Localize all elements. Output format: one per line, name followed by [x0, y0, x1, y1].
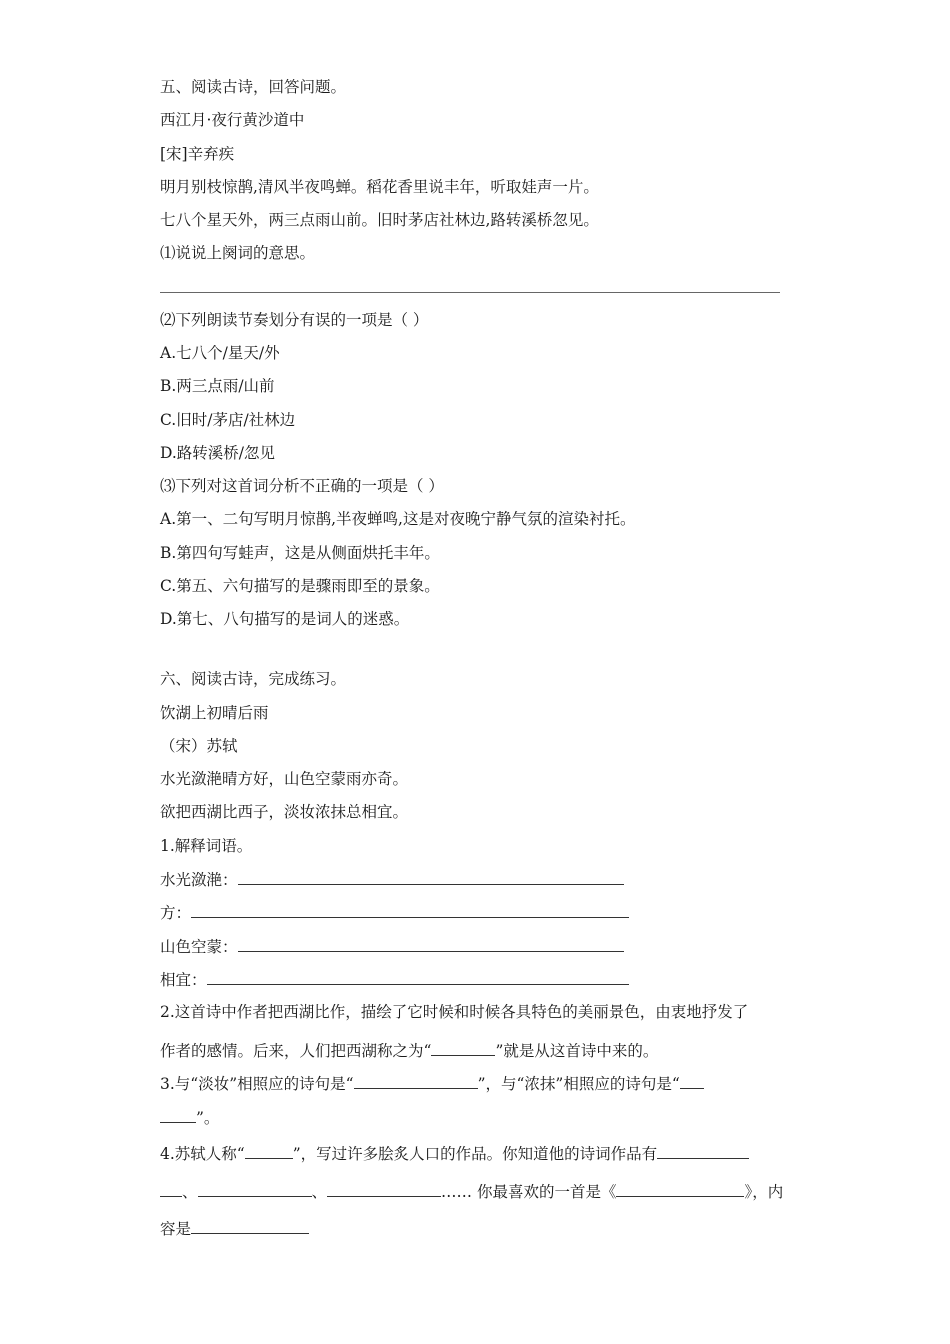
section5-poem-line: 明月别枝惊鹊,清风半夜鸣蝉。稻花香里说丰年，听取娃声一片。 [160, 178, 599, 196]
section6-question-2: 2.这首诗中作者把西湖比作，描绘了它时候和时候各具特色的美丽景色，由衷地抒发了 [160, 1003, 749, 1021]
answer-blank[interactable] [354, 1073, 478, 1089]
section5-question-3: ⑶下列对这首词分析不正确的一项是（ ） [160, 477, 444, 495]
term-row [160, 869, 624, 890]
term-label: 山色空蒙： [160, 938, 238, 956]
section5-poem-title: 西江月·夜行黄沙道中 [160, 111, 305, 129]
term-row [160, 902, 629, 923]
answer-blank[interactable] [207, 969, 629, 985]
section6-question-4: 4.苏轼人称“ ”，写过许多脍炙人口的作品。你知道他的诗词作品有 [160, 1143, 749, 1164]
option-c: C.第五、六句描写的是骤雨即至的景象。 [160, 577, 440, 595]
answer-blank[interactable] [327, 1181, 441, 1197]
section6-poem-title: 饮湖上初晴后雨 [160, 704, 269, 722]
answer-blank[interactable] [431, 1040, 495, 1056]
section5-poem-line: 七八个星天外，两三点雨山前。旧时茅店社林边,路转溪桥忽见。 [160, 211, 599, 229]
answer-blank[interactable] [191, 902, 629, 918]
option-a: A.七八个/星天/外 [160, 344, 280, 362]
section5-question-1: ⑴说说上阕词的意思。 [160, 244, 316, 262]
option-c: C.旧时/茅店/社林边 [160, 411, 296, 429]
option-d: D.路转溪桥/忽见 [160, 444, 276, 462]
term-row [160, 936, 624, 957]
answer-blank[interactable] [238, 869, 624, 885]
section6-question-3-cont: ”。 [160, 1107, 219, 1128]
section6-question-4-cont: 容是 [160, 1218, 309, 1239]
answer-blank[interactable] [191, 1218, 309, 1234]
term-row [160, 969, 629, 990]
section5-poem-author: [宋]辛弃疾 [160, 145, 235, 163]
section5-question-2: ⑵下列朗读节奏划分有误的一项是（ ） [160, 311, 429, 329]
answer-line [160, 292, 780, 293]
section6-question-4-cont: 、 、 …… 你最喜欢的一首是《 》，内 [160, 1181, 783, 1202]
answer-blank[interactable] [198, 1181, 312, 1197]
term-label: 水光潋滟： [160, 871, 238, 889]
section5-heading: 五、阅读古诗，回答问题。 [160, 78, 347, 96]
option-d: D.第七、八句描写的是词人的迷惑。 [160, 610, 410, 628]
answer-blank[interactable] [657, 1143, 749, 1159]
answer-blank[interactable] [680, 1073, 704, 1089]
section6-heading: 六、阅读古诗，完成练习。 [160, 670, 347, 688]
term-label: 相宜： [160, 971, 207, 989]
option-b: B.两三点雨/山前 [160, 377, 275, 395]
section6-poem-author: （宋）苏轼 [160, 737, 238, 755]
section6-poem-line: 欲把西湖比西子，淡妆浓抹总相宜。 [160, 803, 409, 821]
term-label: 方： [160, 904, 192, 922]
answer-blank[interactable] [616, 1181, 744, 1197]
answer-blank[interactable] [245, 1143, 293, 1159]
section6-poem-line: 水光潋滟晴方好，山色空蒙雨亦奇。 [160, 770, 409, 788]
option-b: B.第四句写蛙声，这是从侧面烘托丰年。 [160, 544, 440, 562]
answer-blank[interactable] [238, 936, 624, 952]
option-a: A.第一、二句写明月惊鹊,半夜蝉鸣,这是对夜晚宁静气氛的渲染衬托。 [160, 510, 636, 528]
answer-blank[interactable] [160, 1107, 196, 1123]
answer-blank[interactable] [160, 1181, 182, 1197]
section6-question-2-cont: 作者的感情。后来，人们把西湖称之为“ ”就是从这首诗中来的。 [160, 1042, 659, 1060]
section6-question-3: 3.与“淡妆”相照应的诗句是“ ”，与“浓抹”相照应的诗句是“ [160, 1073, 704, 1094]
section6-question-1: 1.解释词语。 [160, 837, 253, 855]
